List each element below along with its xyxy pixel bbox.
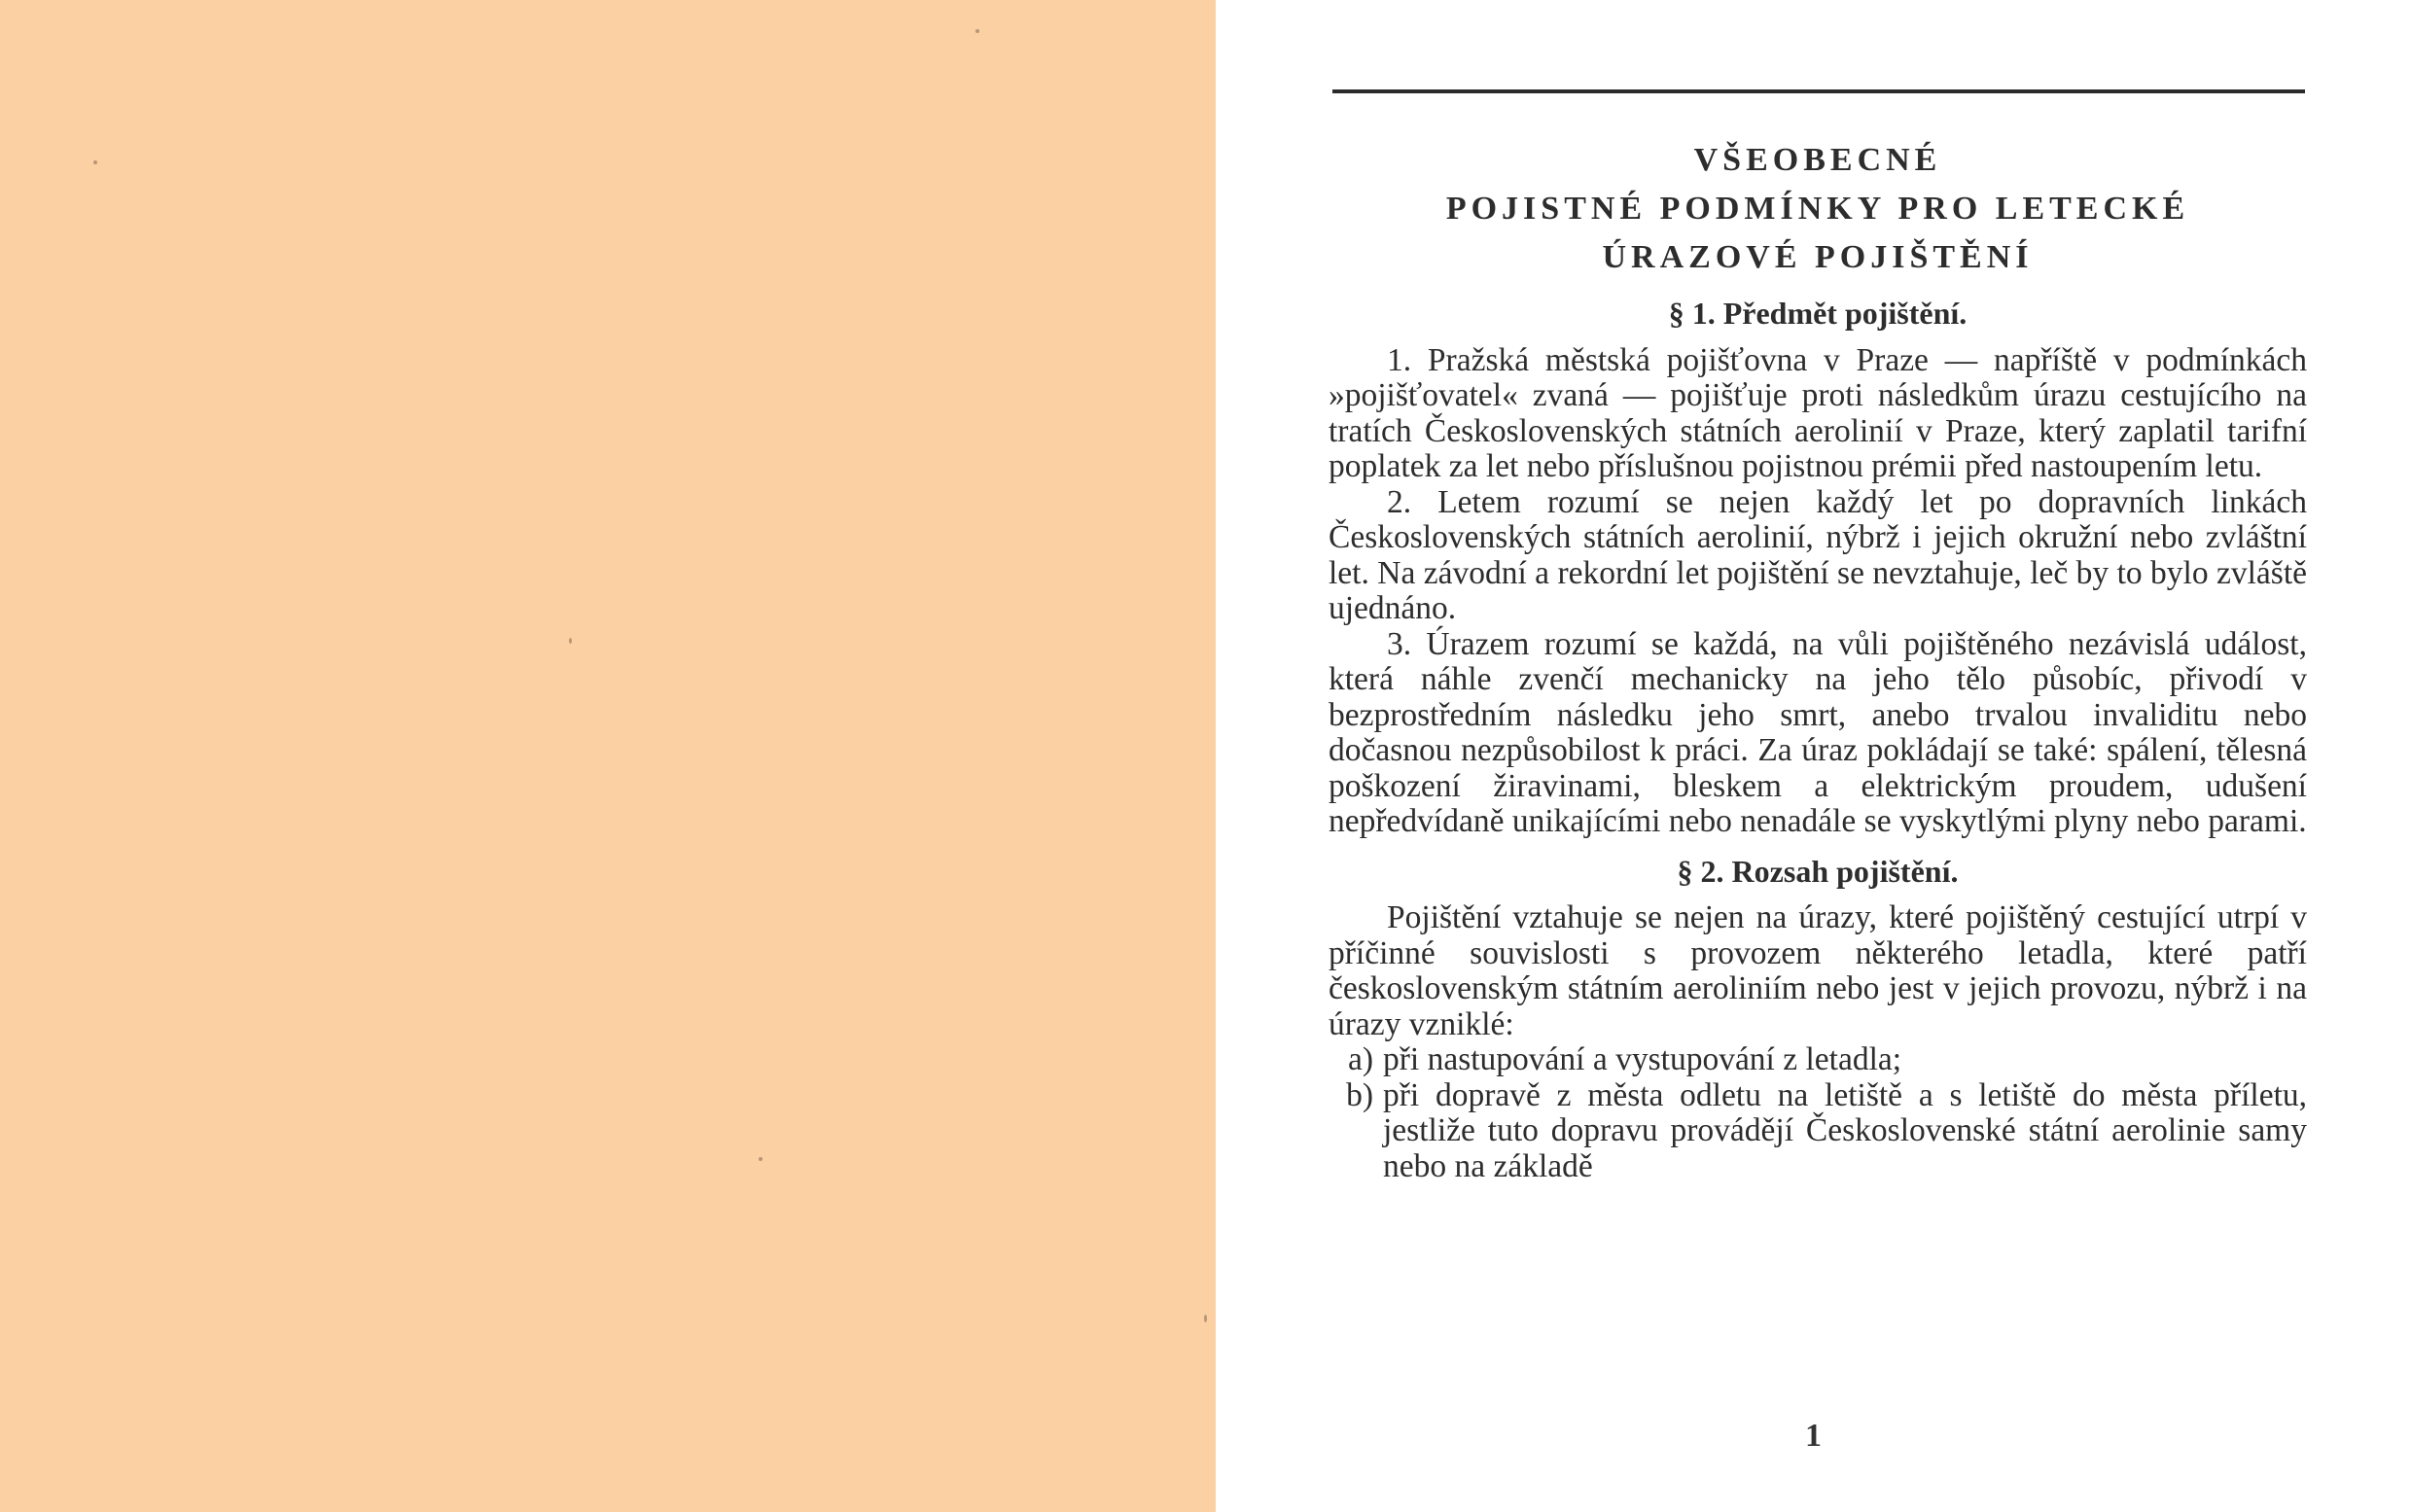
list-marker: a) [1347,1041,1373,1077]
section-1-heading: § 1. Předmět pojištění. [1668,296,1968,331]
title-line: ÚRAZOVÉ POJIŠTĚNÍ [1602,239,2034,275]
paper-speck [759,1157,762,1161]
list-item-text: při dopravě z města odletu na letiště a s letiště do města příletu, jestliže tuto dopravu provádějí Československé státní aerolinie samy nebo na základě [1383,1076,2307,1184]
list-item [1329,1078,2307,1185]
page-content [1329,136,2307,1184]
list-marker: b) [1346,1076,1373,1113]
paper-speck [569,638,572,644]
top-rule [1332,89,2305,93]
section-1-paragraph-3: 3. Úrazem rozumí se každá, na vůli pojištěného nezávislá událost, která náhle zvenčí mechanicky na jeho tělo působíc, přivodí v bezprostředním následku jeho smrt, anebo trvalou invaliditu nebo dočasnou nezpůsobilost k práci. Za úraz pokládají se také: spálení, tělesná poškození žiravinami, bleskem a elektrickým proudem, udušení nepředvídaně unikajícími nebo nenadále se vyskytlými plyny nebo parami. [1329,625,2307,839]
paper-speck [1204,1315,1207,1322]
list-item-text: při nastupování a vystupování z letadla; [1383,1041,1902,1077]
section-1-paragraph-1: 1. Pražská městská pojišťovna v Praze — napříště v podmínkách »pojišťovatel« zvaná — pojišťuje proti následkům úrazu cestujícího na tratích Československých státních aerolinií v Praze, který zaplatil tarifní poplatek za let nebo příslušnou pojistnou prémii před nastoupením letu. [1329,341,2307,484]
section-1-paragraph-2: 2. Letem rozumí se nejen každý let po dopravních linkách Československých státních aerolinií, nýbrž i jejich okružní nebo zvláštní let. Na závodní a rekordní let pojištění se nevztahuje, leč by to bylo zvláště ujednáno. [1329,483,2307,626]
title-line: VŠEOBECNÉ [1693,142,1942,178]
title-line: POJISTNÉ PODMÍNKY PRO LETECKÉ [1445,191,2190,227]
list-item [1329,1042,2307,1078]
text-page [1216,0,2411,1512]
page-number: 1 [1805,1418,1822,1454]
section-2-intro: Pojištění vztahuje se nejen na úrazy, které pojištěný cestující utrpí v příčinné souvislosti s provozem některého letadla, které patří československým státním aeroliniím nebo jest v jejich provozu, nýbrž i na úrazy vzniklé: [1329,899,2307,1042]
paper-speck [93,160,97,164]
document-title [1329,136,2307,282]
paper-speck [975,29,979,33]
section-2-heading: § 2. Rozsah pojištění. [1677,853,1959,889]
